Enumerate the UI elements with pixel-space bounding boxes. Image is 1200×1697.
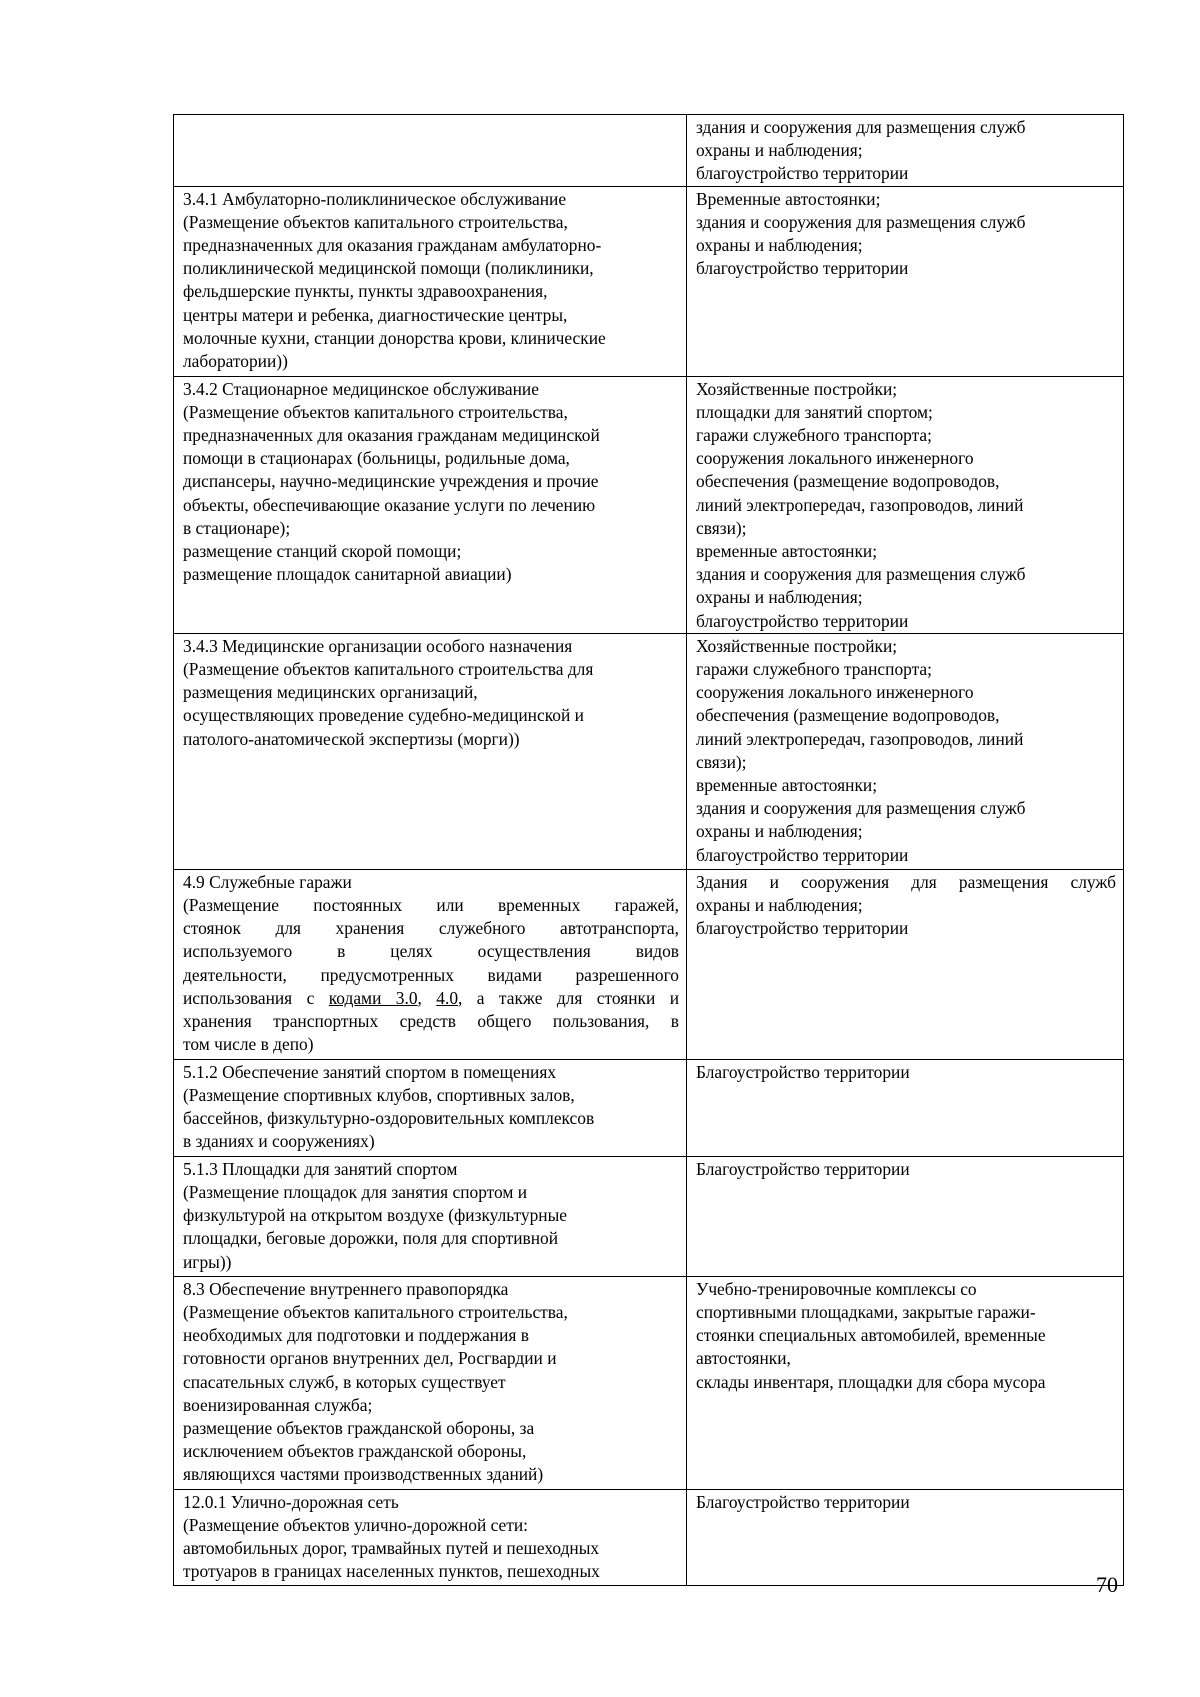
text-line: военизированная служба; bbox=[183, 1394, 373, 1415]
text-line: обеспечения (размещение водопроводов, bbox=[696, 705, 1000, 726]
table-row bbox=[174, 869, 1124, 1059]
cell-auxiliary-use bbox=[687, 1489, 1124, 1585]
text-line: объекты, обеспечивающие оказание услуги по лечению bbox=[183, 494, 596, 515]
text-line: лаборатории)) bbox=[183, 351, 288, 372]
text-line: помощи в стационарах (больницы, родильные дома, bbox=[183, 448, 570, 469]
text-line: молочные кухни, станции донорства крови, клинические bbox=[183, 327, 606, 348]
text-line: благоустройство территории bbox=[696, 258, 909, 279]
text-line: в стационаре); bbox=[183, 517, 291, 538]
cell-use-type bbox=[174, 186, 687, 376]
text-line: предназначенных для оказания гражданам амбулаторно- bbox=[183, 235, 602, 256]
use-title: 5.1.3 Площадки для занятий спортом bbox=[183, 1158, 458, 1179]
land-use-table bbox=[173, 114, 1124, 1586]
text-line: благоустройство территории bbox=[696, 844, 909, 865]
text-line: Хозяйственные постройки; bbox=[696, 378, 898, 399]
text-line: спасательных служб, в которых существует bbox=[183, 1371, 506, 1392]
text-line: охраны и наблюдения; bbox=[696, 821, 863, 842]
text-line: (Размещение объектов капитального строительства, bbox=[183, 1302, 568, 1323]
text-line: размещение станций скорой помощи; bbox=[183, 541, 462, 562]
use-title: 5.1.2 Обеспечение занятий спортом в помещениях bbox=[183, 1061, 557, 1082]
text-line: диспансеры, научно-медицинские учреждения и прочие bbox=[183, 471, 599, 492]
table-row bbox=[174, 115, 1124, 187]
text-line: деятельности, предусмотренных видами разрешенного bbox=[183, 964, 679, 985]
cell-auxiliary-use bbox=[687, 1156, 1124, 1276]
text-line: сооружения локального инженерного bbox=[696, 448, 974, 469]
text-line: Здания и сооружения для размещения служб bbox=[696, 871, 1116, 892]
text-line: фельдшерские пункты, пункты здравоохранения, bbox=[183, 281, 548, 302]
code-link-4-0[interactable]: 4.0 bbox=[436, 987, 459, 1008]
text-line: размещение объектов гражданской обороны, за bbox=[183, 1418, 535, 1439]
text-line: сооружения локального инженерного bbox=[696, 682, 974, 703]
table-row bbox=[174, 376, 1124, 633]
cell-auxiliary-use bbox=[687, 1276, 1124, 1489]
text-line: здания и сооружения для размещения служб bbox=[696, 117, 1026, 137]
text-line: тротуаров в границах населенных пунктов, пешеходных bbox=[183, 1561, 600, 1582]
text-line: благоустройство территории bbox=[696, 918, 909, 939]
text-line: автостоянки, bbox=[696, 1348, 791, 1369]
cell-use-type bbox=[174, 115, 687, 187]
cell-auxiliary-use bbox=[687, 186, 1124, 376]
table-row bbox=[174, 1156, 1124, 1276]
use-title: 8.3 Обеспечение внутреннего правопорядка bbox=[183, 1278, 509, 1299]
cell-use-type bbox=[174, 633, 687, 869]
text-line: Временные автостоянки; bbox=[696, 188, 881, 209]
text-line: связи); bbox=[696, 517, 747, 538]
text-line: площадки для занятий спортом; bbox=[696, 401, 933, 422]
cell-use-type bbox=[174, 1276, 687, 1489]
cell-use-type bbox=[174, 1156, 687, 1276]
text-line: охраны и наблюдения; bbox=[696, 235, 863, 256]
text-line: линий электропередач, газопроводов, линий bbox=[696, 494, 1024, 515]
text-line: (Размещение постоянных или временных гаражей, bbox=[183, 895, 679, 916]
text-line: том числе в депо) bbox=[183, 1034, 314, 1055]
use-title: 4.9 Служебные гаражи bbox=[183, 871, 352, 892]
text-line: Благоустройство территории bbox=[696, 1158, 910, 1179]
text-line: стоянок для хранения служебного автотранспорта, bbox=[183, 918, 679, 939]
text-line: временные автостоянки; bbox=[696, 541, 878, 562]
text-line: Благоустройство территории bbox=[696, 1061, 910, 1082]
text-line: бассейнов, физкультурно-оздоровительных комплексов bbox=[183, 1108, 595, 1129]
cell-use-type bbox=[174, 869, 687, 1059]
table-row bbox=[174, 186, 1124, 376]
text-line: охраны и наблюдения; bbox=[696, 140, 863, 161]
table-row bbox=[174, 1276, 1124, 1489]
text-line: площадки, беговые дорожки, поля для спортивной bbox=[183, 1228, 559, 1249]
text-fragment: , а также для стоянки и bbox=[458, 987, 679, 1008]
text-line: автомобильных дорог, трамвайных путей и пешеходных bbox=[183, 1538, 600, 1559]
text-line: необходимых для подготовки и поддержания в bbox=[183, 1325, 529, 1346]
text-line: спортивными площадками, закрытые гаражи- bbox=[696, 1302, 1036, 1323]
cell-use-type bbox=[174, 1059, 687, 1156]
text-fragment: использования с bbox=[183, 987, 329, 1008]
text-line: здания и сооружения для размещения служб bbox=[696, 211, 1026, 232]
text-line: благоустройство территории bbox=[696, 163, 909, 184]
text-line: осуществляющих проведение судебно-медицинской и bbox=[183, 705, 584, 726]
text-line: (Размещение объектов улично-дорожной сети: bbox=[183, 1515, 529, 1536]
text-line: Хозяйственные постройки; bbox=[696, 635, 898, 656]
text-line: (Размещение площадок для занятия спортом и bbox=[183, 1182, 528, 1203]
text-line: хранения транспортных средств общего пользования, в bbox=[183, 1011, 679, 1032]
text-line bbox=[183, 987, 679, 1010]
text-line: центры матери и ребенка, диагностические центры, bbox=[183, 304, 568, 325]
text-line: являющихся частями производственных зданий) bbox=[183, 1464, 544, 1485]
text-line: связи); bbox=[696, 751, 747, 772]
text-line: гаражи служебного транспорта; bbox=[696, 425, 932, 446]
text-line: исключением объектов гражданской обороны, bbox=[183, 1441, 527, 1462]
text-line: склады инвентаря, площадки для сбора мусора bbox=[696, 1371, 1046, 1392]
text-line: размещения медицинских организаций, bbox=[183, 682, 478, 703]
text-line: благоустройство территории bbox=[696, 610, 909, 631]
text-line: поликлинической медицинской помощи (поликлиники, bbox=[183, 258, 594, 279]
cell-auxiliary-use bbox=[687, 1059, 1124, 1156]
text-line: предназначенных для оказания гражданам медицинской bbox=[183, 425, 600, 446]
text-line: игры)) bbox=[183, 1251, 232, 1272]
text-line: охраны и наблюдения; bbox=[696, 587, 863, 608]
code-link-3-0[interactable]: кодами 3.0 bbox=[328, 987, 418, 1008]
text-fragment: , bbox=[417, 987, 437, 1008]
cell-use-type bbox=[174, 1489, 687, 1585]
text-line: линий электропередач, газопроводов, линий bbox=[696, 728, 1024, 749]
table-row bbox=[174, 1059, 1124, 1156]
text-line: (Размещение объектов капитального строительства, bbox=[183, 211, 568, 232]
text-line: временные автостоянки; bbox=[696, 775, 878, 796]
cell-use-type bbox=[174, 376, 687, 633]
text-line: в зданиях и сооружениях) bbox=[183, 1131, 375, 1152]
text-line: охраны и наблюдения; bbox=[696, 895, 863, 916]
text-line: размещение площадок санитарной авиации) bbox=[183, 564, 512, 585]
text-line: Благоустройство территории bbox=[696, 1491, 910, 1512]
text-line: используемого в целях осуществления видов bbox=[183, 941, 679, 962]
text-line: здания и сооружения для размещения служб bbox=[696, 798, 1026, 819]
page-number: 70 bbox=[1096, 1572, 1118, 1597]
text-line: патолого-анатомической экспертизы (морги)) bbox=[183, 728, 520, 749]
table-row bbox=[174, 1489, 1124, 1585]
text-line: Учебно-тренировочные комплексы со bbox=[696, 1278, 977, 1299]
cell-auxiliary-use bbox=[687, 869, 1124, 1059]
text-line: (Размещение объектов капитального строительства для bbox=[183, 659, 594, 680]
text-line: здания и сооружения для размещения служб bbox=[696, 564, 1026, 585]
cell-auxiliary-use bbox=[687, 115, 1124, 187]
table-row bbox=[174, 633, 1124, 869]
text-line: гаражи служебного транспорта; bbox=[696, 659, 932, 680]
use-title: 12.0.1 Улично-дорожная сеть bbox=[183, 1491, 399, 1512]
use-title: 3.4.1 Амбулаторно-поликлиническое обслуживание bbox=[183, 188, 567, 209]
text-line: (Размещение спортивных клубов, спортивных залов, bbox=[183, 1085, 575, 1106]
text-line: физкультурой на открытом воздухе (физкультурные bbox=[183, 1205, 567, 1226]
text-line: обеспечения (размещение водопроводов, bbox=[696, 471, 1000, 492]
cell-auxiliary-use bbox=[687, 376, 1124, 633]
use-title: 3.4.3 Медицинские организации особого назначения bbox=[183, 635, 573, 656]
cell-auxiliary-use bbox=[687, 633, 1124, 869]
text-line: (Размещение объектов капитального строительства, bbox=[183, 401, 568, 422]
text-line: готовности органов внутренних дел, Росгвардии и bbox=[183, 1348, 557, 1369]
text-line: стоянки специальных автомобилей, временные bbox=[696, 1325, 1046, 1346]
use-title: 3.4.2 Стационарное медицинское обслуживание bbox=[183, 378, 539, 399]
